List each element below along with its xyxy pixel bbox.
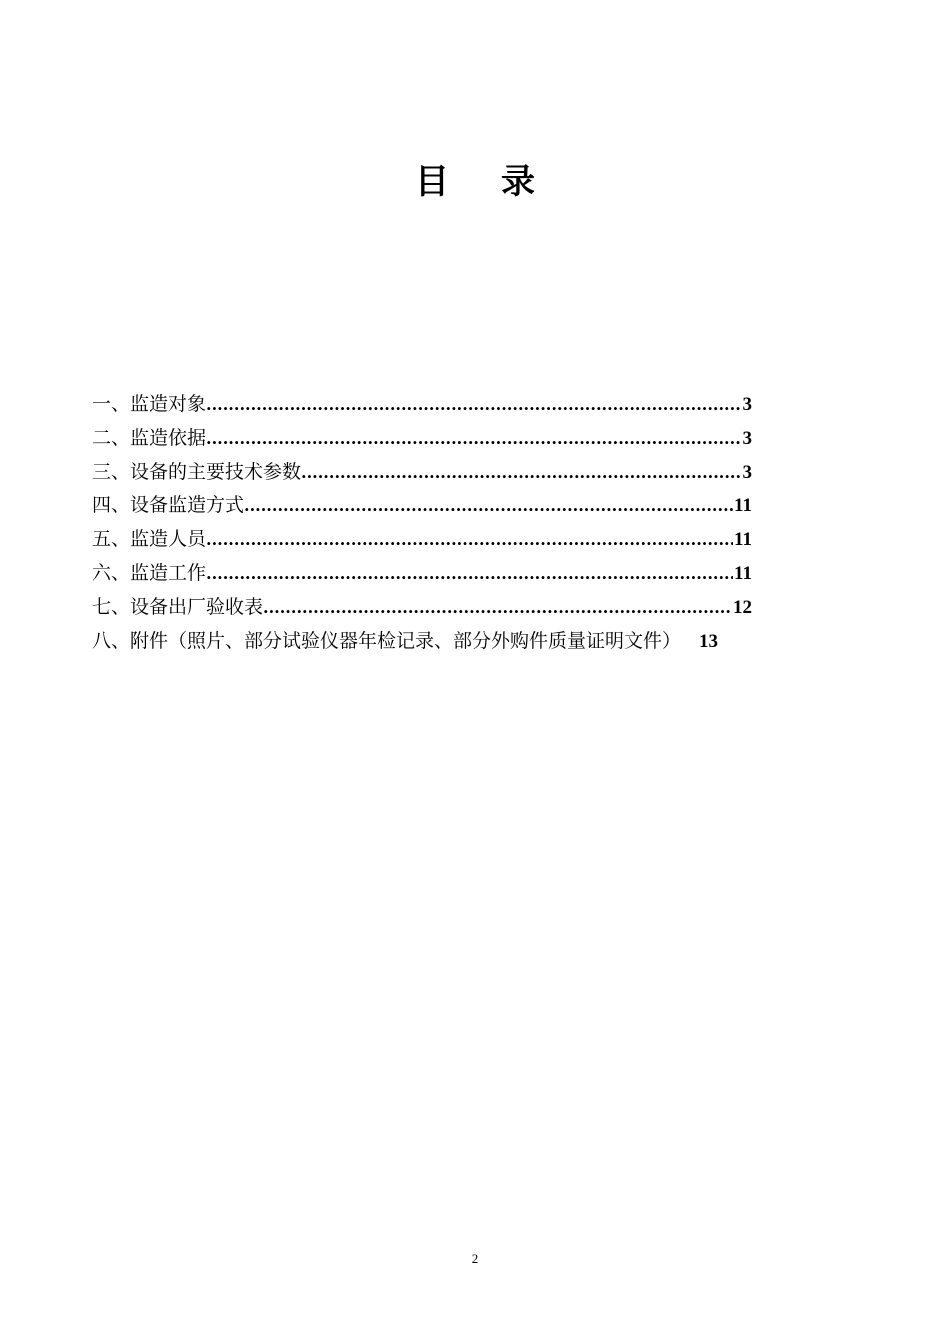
toc-entry-label: 七、设备出厂验收表 <box>92 595 264 618</box>
toc-entry-label: 六、监造工作 <box>92 561 207 584</box>
toc-entry-page: 11 <box>734 495 752 517</box>
toc-entry-label: 一、监造对象 <box>92 393 207 415</box>
toc-dot-leader <box>244 489 733 523</box>
toc-entry-label: 四、设备监造方式 <box>92 494 245 517</box>
toc-entry-7[interactable] <box>92 591 752 625</box>
toc-entry-page: 3 <box>742 427 752 449</box>
toc-entry-page: 3 <box>742 461 752 483</box>
toc-entry-2[interactable] <box>92 422 752 456</box>
toc-dot-leader <box>301 456 741 490</box>
page-number: 2 <box>471 1251 479 1266</box>
toc-entry-label: 八、附件（照片、部分试验仪器年检记录、部分外购件质量证明文件） <box>92 629 682 652</box>
toc-entry-label: 二、监造依据 <box>92 426 207 449</box>
toc-entry-3[interactable] <box>92 456 752 490</box>
toc-entry-page: 3 <box>742 394 752 415</box>
toc-dot-leader <box>206 557 733 591</box>
toc-entry-page: 13 <box>699 630 719 652</box>
toc-entry-4[interactable] <box>92 489 752 523</box>
toc-entry-label: 五、监造人员 <box>92 528 207 551</box>
toc-dot-leader <box>206 523 733 557</box>
toc-entry-page: 11 <box>734 529 752 551</box>
toc-dot-leader <box>263 591 732 625</box>
toc-entry-1[interactable] <box>92 388 752 422</box>
document-title: 目录 <box>415 162 587 202</box>
toc-entry-page: 12 <box>733 596 752 618</box>
toc-entry-label: 三、设备的主要技术参数 <box>92 460 302 483</box>
toc-dot-leader <box>206 422 741 456</box>
toc-entry-8[interactable] <box>92 625 752 659</box>
toc-entry-5[interactable] <box>92 523 752 557</box>
toc-entry-6[interactable] <box>92 557 752 591</box>
toc-entry-page: 11 <box>734 562 752 584</box>
table-of-contents <box>92 388 752 658</box>
toc-dot-leader <box>206 388 741 422</box>
